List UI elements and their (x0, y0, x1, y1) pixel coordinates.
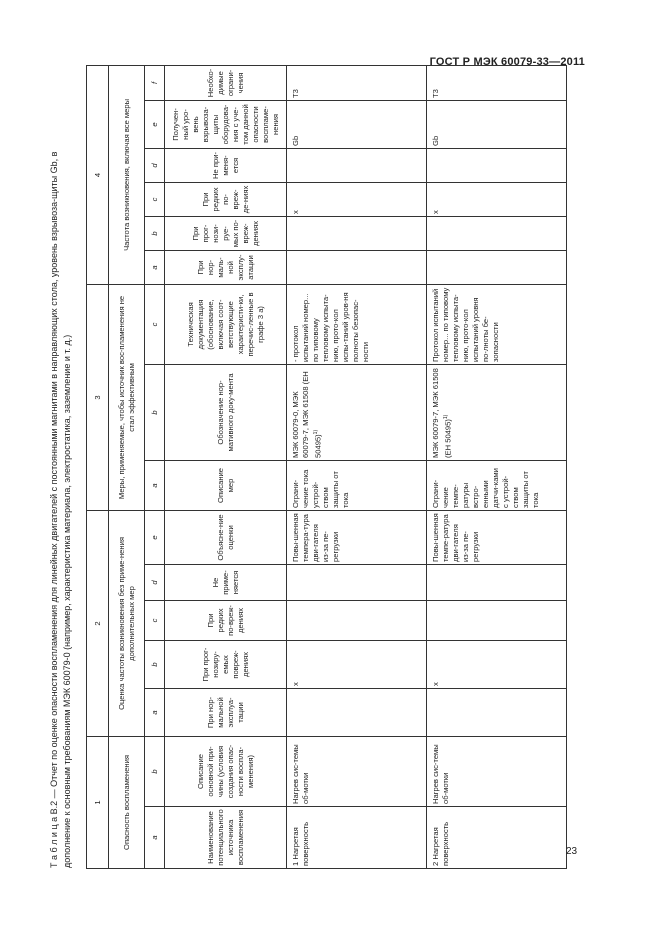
table-rotated-container (86, 68, 566, 869)
row2-standard-text: МЭК 60079-7, МЭК 61508 (ЕН 50495) (431, 368, 453, 458)
subheader-2c: При редких по-вреж-дениях (165, 600, 287, 640)
row1-freq-normal (287, 688, 427, 736)
row1-freq-explanation: Повы-шенная темпера-тура дви-гателя из-за пе-регрузки (287, 510, 427, 564)
letter-4d: d (145, 148, 165, 182)
subheader-1b: Описание основной при-чины (условия создания опас-ности воспла-менения) (165, 736, 287, 806)
row1-freq-rare (287, 600, 427, 640)
letter-2e: e (145, 510, 165, 564)
subheader-4a: При нор-маль-ной эксплу-атации (165, 250, 287, 284)
letter-4f: f (145, 65, 165, 100)
subheader-4d: Не при-меня-ется (165, 148, 287, 182)
row1-measures-docs: - протокол испытаний номер... по типовому тепловому испыта-нию, прото-кол испы-таний уров-ня полноты безопас-ности (287, 284, 427, 364)
table-caption: Т а б л и ц а В.2 — Отчет по оценке опасности воспламенения для линейных двигателей с постоянными магнитами в направляющих стола, уровень взрывоза-щиты Gb, в дополнение к основным требованиям МЭК 60079-0 (например, характеристика материала, электростатика, заземление и т. д.) (49, 151, 72, 868)
row2-final-limits: T3 (427, 65, 567, 100)
subheader-3a: Описание мер (165, 460, 287, 510)
letter-2a: a (145, 688, 165, 736)
group-title-4: Частота возникновения, включая все меры (109, 65, 145, 284)
letter-4a: a (145, 250, 165, 284)
subheader-4e: Получен-ный уро-вень взрывоза-щиты оборудова-ния с уче-том данной опасности воспламе-нения (165, 100, 287, 148)
row1-final-limits: T3 (287, 65, 427, 100)
subheader-3b: Обозначение нор-мативного доку-мента (165, 364, 287, 460)
letter-1a: a (145, 807, 165, 869)
group-number-row (87, 65, 109, 868)
table-row (427, 65, 567, 868)
subheader-4c: При редких по-вреж-де-ниях (165, 182, 287, 216)
letter-4c: c (145, 182, 165, 216)
row1-measures-description: Ограни-чение тока устрой-ством защиты от тока (287, 460, 427, 510)
letter-row (145, 65, 165, 868)
row2-final-na (427, 148, 567, 182)
group-number-1: 1 (87, 736, 109, 868)
row1-freq-na (287, 564, 427, 600)
subheader-4b: При прог-нози-руе-мых по-вреж-дениях (165, 216, 287, 250)
table-row (287, 65, 427, 868)
letter-3a: a (145, 460, 165, 510)
row2-freq-rare (427, 600, 567, 640)
row1-final-rare: x (287, 182, 427, 216)
subheader-2a: При нор-мальной эксплуа-тации (165, 688, 287, 736)
letter-2c: c (145, 600, 165, 640)
row2-final-epl: Gb (427, 100, 567, 148)
row2-final-expected (427, 216, 567, 250)
row1-freq-expected: x (287, 640, 427, 688)
group-number-2: 2 (87, 510, 109, 736)
row1-footnote-mark: 1) (313, 429, 319, 435)
letter-4e: e (145, 100, 165, 148)
subheader-4f: Необхо-димые ограни-чения (165, 65, 287, 100)
document-header: ГОСТ Р МЭК 60079-33—2011 (429, 56, 585, 68)
subheader-1a: Наименование потенциального источника воспламенения (165, 807, 287, 869)
subheader-2b: При прог-нозиру-емых повреж-дениях (165, 640, 287, 688)
row2-freq-na (427, 564, 567, 600)
row1-final-epl: Gb (287, 100, 427, 148)
letter-3c: c (145, 284, 165, 364)
row1-source-name: 1 Нагретая поверхность (287, 807, 427, 869)
row2-freq-normal (427, 688, 567, 736)
letter-4b: b (145, 216, 165, 250)
group-title-row (109, 65, 145, 868)
letter-1b: b (145, 736, 165, 806)
group-title-3: Меры, применяемые, чтобы источник вос-пламенения не стал эффективным (109, 284, 145, 510)
group-title-2: Оценка частоты возникновения без приме-нения дополнительных мер (109, 510, 145, 736)
row2-measures-standard (427, 364, 567, 460)
subheader-2d: Не приме-няется (165, 564, 287, 600)
subheader-row (165, 65, 287, 868)
row1-cause: Нагрев сис-темы об-мотки (287, 736, 427, 806)
row1-final-expected (287, 216, 427, 250)
letter-2d: d (145, 564, 165, 600)
group-title-1: Опасность воспламенения (109, 736, 145, 868)
row2-measures-docs: Протокол испытаний номер... по типовому тепловому испыта-нию, прото-кол испытаний уровня по-лноты бе-зопасности (427, 284, 567, 364)
row2-final-rare: x (427, 182, 567, 216)
assessment-table (86, 65, 567, 869)
row2-source-name: 2 Нагретая поверхность (427, 807, 567, 869)
group-number-4: 4 (87, 65, 109, 284)
row1-final-na (287, 148, 427, 182)
row2-cause: Нагрев сис-темы об-мотки (427, 736, 567, 806)
row2-measures-description: Ограни-чение темпе-ратуры встро-енными датчи-ками с устрой-ством защиты от тока (427, 460, 567, 510)
subheader-3c: Техническая документация (обоснование, включая соот-ветствующие характеристи-ки, перечис-ленные в графе 3 а) (165, 284, 287, 364)
subheader-2e: Объясне-ние оценки (165, 510, 287, 564)
row2-footnote-mark: 1) (443, 414, 449, 420)
row2-freq-expected: x (427, 640, 567, 688)
letter-2b: b (145, 640, 165, 688)
letter-3b: b (145, 364, 165, 460)
row1-standard-text: МЭК 60079-0, МЭК 60079-7, МЭК 61508 (ЕН 50495) (291, 371, 323, 458)
row1-measures-standard (287, 364, 427, 460)
row2-final-normal (427, 250, 567, 284)
group-number-3: 3 (87, 284, 109, 510)
row2-freq-explanation: Повы-шенная темпе-ратура дви-гателя из-за пе-регрузки (427, 510, 567, 564)
page-number: 23 (566, 846, 578, 857)
row1-final-normal (287, 250, 427, 284)
